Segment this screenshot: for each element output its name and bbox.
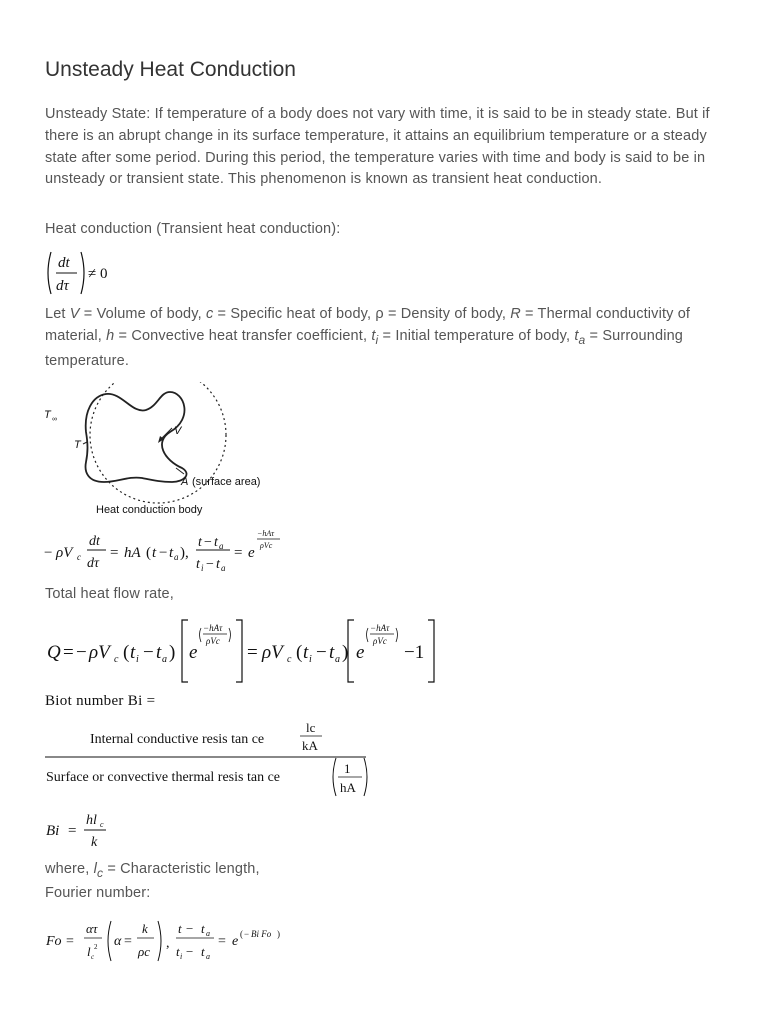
t-inf-sub: ∞ — [52, 416, 57, 423]
equation-lumped-balance — [44, 525, 294, 581]
svg-text:a: a — [162, 654, 167, 665]
svg-text:Bi: Bi — [46, 823, 60, 839]
equation-biot-fraction — [44, 716, 374, 800]
svg-text:t: t — [178, 921, 182, 936]
where-sub: c — [96, 865, 104, 880]
var-ta-sub: a — [578, 332, 586, 347]
svg-text:t: t — [130, 642, 136, 663]
var-ta-text: = Surrounding temperature. — [45, 327, 683, 370]
page-title: Unsteady Heat Conduction — [45, 58, 296, 81]
var-ti: t — [371, 327, 376, 344]
var-v: V — [69, 306, 80, 322]
biot-den-frac-bot: hA — [340, 780, 356, 795]
biot-label: Biot number Bi = — [45, 693, 156, 709]
svg-text:a: a — [219, 541, 224, 551]
svg-text:e: e — [232, 934, 239, 949]
svg-text:c: c — [114, 654, 119, 665]
svg-text:−: − — [159, 545, 168, 561]
svg-text:t: t — [329, 642, 335, 663]
svg-text:=: = — [124, 934, 132, 949]
var-c: c — [205, 306, 214, 322]
svg-text:=: = — [63, 642, 74, 663]
var-v-text: = Volume of body, — [79, 306, 206, 322]
svg-text:Fo: Fo — [46, 934, 62, 949]
svg-text:i: i — [136, 654, 139, 665]
svg-text:e: e — [248, 545, 255, 561]
let-prefix: Let — [45, 306, 70, 322]
svg-text:−: − — [76, 642, 87, 663]
svg-text:ατ: ατ — [86, 921, 98, 936]
svg-text:−hAτ: −hAτ — [370, 623, 390, 633]
equation-dt-dtau-nonzero — [44, 249, 114, 297]
svg-text:a: a — [206, 952, 210, 961]
a-text: (surface area) — [192, 476, 261, 488]
body-outline — [86, 392, 187, 482]
svg-text:c: c — [77, 552, 81, 562]
svg-text:ρVc: ρVc — [260, 541, 273, 550]
svg-text:a: a — [174, 552, 179, 562]
figure-caption: Heat conduction body — [96, 504, 203, 516]
svg-text:dt: dt — [89, 534, 100, 549]
svg-text:ρV: ρV — [56, 545, 73, 561]
svg-text:,: , — [166, 936, 170, 951]
svg-text:−: − — [186, 944, 194, 959]
svg-text:=: = — [66, 934, 74, 949]
svg-text:=: = — [218, 934, 226, 949]
svg-text:hl: hl — [86, 813, 97, 828]
svg-text:c: c — [91, 953, 95, 961]
svg-text:(: ( — [146, 545, 151, 561]
svg-text:t: t — [196, 557, 200, 572]
svg-text:Q: Q — [47, 642, 61, 663]
svg-text:): ) — [277, 929, 280, 939]
biot-den-text: Surface or convective thermal resis tan ce — [46, 770, 281, 785]
var-r: R — [510, 306, 521, 322]
svg-text:t: t — [152, 545, 157, 561]
svg-text:i: i — [309, 654, 312, 665]
svg-text:k: k — [142, 921, 148, 936]
biot-num-text: Internal conductive resis tan ce — [90, 732, 265, 747]
biot-num-frac-top: lc — [306, 720, 316, 735]
svg-text:=: = — [68, 823, 77, 839]
svg-text:),: ), — [180, 545, 189, 561]
svg-text:α: α — [114, 934, 122, 949]
biot-num-frac-bot: kA — [302, 738, 318, 753]
svg-text:−: − — [186, 921, 194, 936]
svg-text:−1: −1 — [404, 642, 425, 663]
svg-text:t: t — [156, 642, 162, 663]
svg-text:dτ: dτ — [87, 556, 100, 571]
svg-text:a: a — [335, 654, 340, 665]
where-prefix: where, — [45, 861, 94, 877]
svg-text:dτ: dτ — [56, 278, 69, 294]
svg-text:(: ( — [296, 642, 303, 663]
var-c-text: = Specific heat of body, ρ = Density of body, — [213, 306, 511, 322]
svg-text:e: e — [189, 642, 198, 663]
a-label: A — [181, 476, 189, 488]
svg-text:l: l — [87, 944, 91, 959]
var-ti-sub: i — [375, 332, 379, 347]
where-line — [45, 859, 725, 885]
svg-text:a: a — [221, 563, 226, 573]
svg-text:t: t — [176, 944, 180, 959]
var-ta: t — [574, 327, 579, 344]
svg-text:i: i — [201, 563, 204, 573]
svg-text:Bi Fo: Bi Fo — [251, 929, 272, 939]
var-h-text: = Convective heat transfer coefficient, — [114, 327, 372, 344]
svg-text:t: t — [201, 921, 205, 936]
equation-total-heat — [44, 618, 444, 688]
svg-text:≠ 0: ≠ 0 — [88, 266, 108, 282]
heat-conduction-label: Heat conduction (Transient heat conduction): — [45, 221, 341, 237]
svg-text:ρc: ρc — [138, 944, 151, 959]
variables-paragraph — [45, 304, 725, 373]
svg-text:ρV: ρV — [262, 642, 283, 663]
var-r-text: = Thermal conductivity of material, — [45, 306, 691, 344]
total-heat-label: Total heat flow rate, — [45, 586, 174, 602]
fourier-label: Fourier number: — [45, 885, 151, 901]
svg-text:): ) — [342, 642, 349, 663]
v-label: V — [174, 425, 182, 437]
svg-text:ρVc: ρVc — [206, 636, 220, 646]
svg-text:=: = — [247, 642, 258, 663]
where-text: = Characteristic length, — [103, 861, 260, 877]
svg-text:t: t — [303, 642, 309, 663]
equation-biot — [44, 808, 124, 852]
svg-text:=: = — [110, 545, 119, 561]
svg-text:c: c — [100, 820, 104, 829]
biot-den-frac-top: 1 — [344, 761, 351, 776]
svg-text:dt: dt — [58, 255, 70, 271]
svg-text:k: k — [91, 835, 98, 850]
svg-text:t: t — [214, 535, 218, 550]
svg-text:−hAτ: −hAτ — [257, 529, 275, 538]
intro-paragraph: Unsteady State: If temperature of a body does not vary with time, it is said to be in steady state. But if there is an abrupt change in its surface temperature, it attains an equilibrium temperature or a steady state after some period. During this period, the temperature varies with time and body is said to be in unsteady or transient state. This phenomenon is known as transient heat conduction. — [45, 106, 710, 188]
heat-conduction-figure — [44, 382, 284, 522]
svg-text:t: t — [169, 545, 174, 561]
svg-text:a: a — [206, 929, 210, 938]
svg-text:−hAτ: −hAτ — [203, 623, 223, 633]
svg-text:−: − — [44, 545, 53, 561]
svg-text:−: − — [143, 642, 154, 663]
t-label: T — [74, 439, 81, 451]
t-inf-label: T — [44, 409, 51, 421]
svg-text:e: e — [356, 642, 365, 663]
equation-fourier — [44, 917, 304, 967]
svg-text:hA: hA — [124, 545, 141, 561]
svg-text:ρV: ρV — [89, 642, 110, 663]
svg-text:ρVc: ρVc — [373, 636, 387, 646]
svg-text:): ) — [169, 642, 176, 663]
svg-text:(: ( — [240, 929, 243, 939]
svg-text:−: − — [316, 642, 327, 663]
svg-text:−: − — [244, 929, 250, 939]
svg-text:(: ( — [123, 642, 130, 663]
svg-text:i: i — [180, 952, 183, 961]
var-ti-text: = Initial temperature of body, — [378, 327, 575, 344]
svg-text:−: − — [206, 557, 214, 572]
var-h: h — [106, 327, 115, 344]
svg-text:=: = — [234, 545, 243, 561]
svg-text:t: t — [198, 535, 202, 550]
where-symbol: l — [93, 861, 97, 877]
svg-text:t: t — [201, 944, 205, 959]
svg-text:2: 2 — [94, 943, 98, 951]
svg-text:t: t — [216, 557, 220, 572]
svg-text:−: − — [204, 535, 212, 550]
svg-text:c: c — [287, 654, 292, 665]
